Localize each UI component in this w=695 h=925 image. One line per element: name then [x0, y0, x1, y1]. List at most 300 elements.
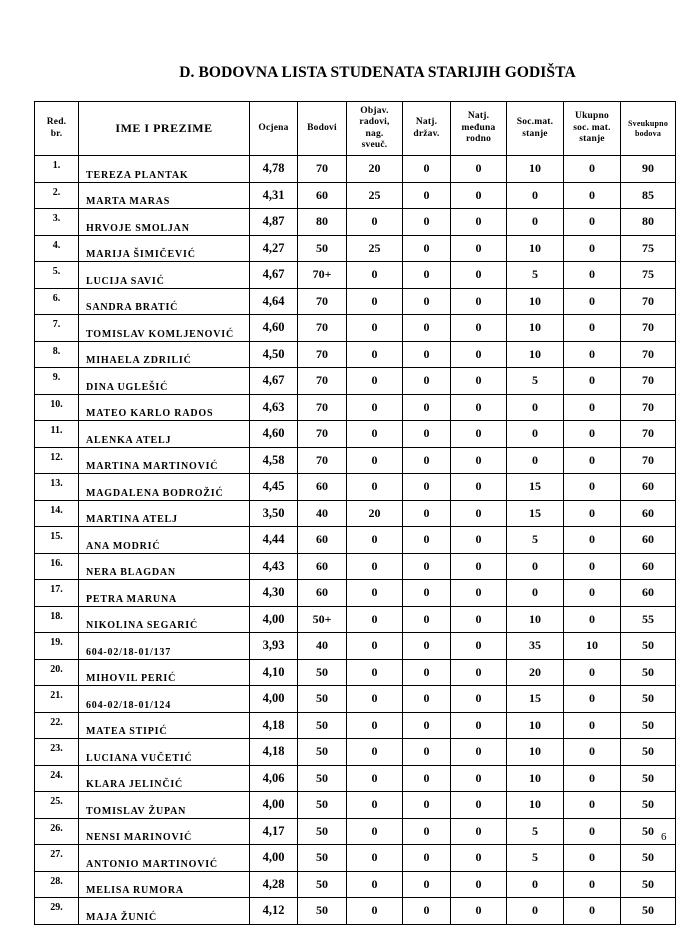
points-cell: 50: [298, 792, 347, 819]
table-row: [35, 606, 676, 633]
social-cell: 0: [507, 209, 564, 236]
national-cell: 0: [403, 633, 451, 660]
published-cell: 0: [347, 739, 403, 766]
published-cell: 0: [347, 262, 403, 289]
social-total-cell: 0: [564, 527, 621, 554]
published-cell: 25: [347, 235, 403, 262]
published-cell: 0: [347, 368, 403, 395]
social-total-cell: 0: [564, 765, 621, 792]
table-row: [35, 262, 676, 289]
points-cell: 40: [298, 500, 347, 527]
international-cell: 0: [451, 659, 507, 686]
points-cell: 70: [298, 394, 347, 421]
row-number: 29.: [35, 898, 79, 925]
student-name: HRVOJE SMOLJAN: [79, 209, 250, 236]
student-name: 604-02/18-01/124: [79, 686, 250, 713]
published-cell: 0: [347, 845, 403, 872]
international-cell: 0: [451, 447, 507, 474]
international-cell: 0: [451, 209, 507, 236]
international-cell: 0: [451, 845, 507, 872]
social-total-cell: 0: [564, 209, 621, 236]
national-cell: 0: [403, 341, 451, 368]
header-name: IME I PREZIME: [79, 102, 250, 156]
grade-cell: 4,30: [250, 580, 298, 607]
total-cell: 70: [621, 394, 676, 421]
table-row: [35, 845, 676, 872]
student-name: DINA UGLEŠIĆ: [79, 368, 250, 395]
grade-cell: 4,58: [250, 447, 298, 474]
social-total-cell: 0: [564, 368, 621, 395]
social-cell: 10: [507, 156, 564, 183]
national-cell: 0: [403, 686, 451, 713]
international-cell: 0: [451, 553, 507, 580]
social-cell: 15: [507, 474, 564, 501]
national-cell: 0: [403, 262, 451, 289]
grade-cell: 4,43: [250, 553, 298, 580]
row-number: 2.: [35, 182, 79, 209]
grade-cell: 4,67: [250, 368, 298, 395]
table-row: [35, 712, 676, 739]
grade-cell: 4,63: [250, 394, 298, 421]
table-row: [35, 792, 676, 819]
national-cell: 0: [403, 288, 451, 315]
total-cell: 70: [621, 315, 676, 342]
international-cell: 0: [451, 527, 507, 554]
header-points: Bodovi: [298, 102, 347, 156]
table-row: [35, 315, 676, 342]
header-social-total: Ukupno soc. mat. stanje: [564, 102, 621, 156]
national-cell: 0: [403, 156, 451, 183]
grade-cell: 4,28: [250, 871, 298, 898]
points-cell: 70+: [298, 262, 347, 289]
total-cell: 50: [621, 686, 676, 713]
row-number: 7.: [35, 315, 79, 342]
table-row: [35, 553, 676, 580]
grade-cell: 4,45: [250, 474, 298, 501]
published-cell: 0: [347, 686, 403, 713]
grade-cell: 4,18: [250, 739, 298, 766]
total-cell: 50: [621, 739, 676, 766]
social-cell: 35: [507, 633, 564, 660]
published-cell: 0: [347, 871, 403, 898]
points-cell: 60: [298, 182, 347, 209]
grade-cell: 4,50: [250, 341, 298, 368]
grade-cell: 4,27: [250, 235, 298, 262]
national-cell: 0: [403, 421, 451, 448]
table-row: [35, 182, 676, 209]
row-number: 20.: [35, 659, 79, 686]
table-row: [35, 500, 676, 527]
table-row: [35, 209, 676, 236]
social-cell: 5: [507, 818, 564, 845]
published-cell: 0: [347, 315, 403, 342]
international-cell: 0: [451, 580, 507, 607]
social-total-cell: 0: [564, 898, 621, 925]
published-cell: 0: [347, 474, 403, 501]
national-cell: 0: [403, 765, 451, 792]
international-cell: 0: [451, 235, 507, 262]
row-number: 19.: [35, 633, 79, 660]
student-name: LUCIANA VUČETIĆ: [79, 739, 250, 766]
student-name: NENSI MARINOVIĆ: [79, 818, 250, 845]
table-row: [35, 421, 676, 448]
table-row: [35, 394, 676, 421]
grade-cell: 4,00: [250, 686, 298, 713]
points-cell: 40: [298, 633, 347, 660]
grade-cell: 4,44: [250, 527, 298, 554]
student-name: NIKOLINA SEGARIĆ: [79, 606, 250, 633]
total-cell: 70: [621, 421, 676, 448]
social-cell: 0: [507, 553, 564, 580]
student-name: ALENKA ATELJ: [79, 421, 250, 448]
points-cell: 70: [298, 288, 347, 315]
international-cell: 0: [451, 633, 507, 660]
international-cell: 0: [451, 315, 507, 342]
social-total-cell: 0: [564, 500, 621, 527]
social-cell: 10: [507, 341, 564, 368]
international-cell: 0: [451, 182, 507, 209]
social-total-cell: 0: [564, 235, 621, 262]
social-total-cell: 0: [564, 792, 621, 819]
points-cell: 70: [298, 421, 347, 448]
social-total-cell: 0: [564, 739, 621, 766]
student-name: ANA MODRIĆ: [79, 527, 250, 554]
document-title: D. BODOVNA LISTA STUDENATA STARIJIH GODIŠTA: [179, 64, 576, 81]
social-cell: 0: [507, 182, 564, 209]
national-cell: 0: [403, 209, 451, 236]
table-row: [35, 288, 676, 315]
social-cell: 10: [507, 712, 564, 739]
international-cell: 0: [451, 421, 507, 448]
points-cell: 60: [298, 553, 347, 580]
national-cell: 0: [403, 235, 451, 262]
national-cell: 0: [403, 394, 451, 421]
table-row: [35, 474, 676, 501]
row-number: 27.: [35, 845, 79, 872]
row-number: 21.: [35, 686, 79, 713]
social-total-cell: 0: [564, 421, 621, 448]
social-total-cell: 0: [564, 182, 621, 209]
student-name: LUCIJA SAVIĆ: [79, 262, 250, 289]
total-cell: 70: [621, 341, 676, 368]
student-name: MARTINA ATELJ: [79, 500, 250, 527]
student-name: TOMISLAV KOMLJENOVIĆ: [79, 315, 250, 342]
points-cell: 70: [298, 341, 347, 368]
national-cell: 0: [403, 818, 451, 845]
header-rb: Red. br.: [35, 102, 79, 156]
total-cell: 70: [621, 447, 676, 474]
grade-cell: 4,12: [250, 898, 298, 925]
national-cell: 0: [403, 182, 451, 209]
grade-cell: 4,60: [250, 315, 298, 342]
total-cell: 60: [621, 553, 676, 580]
row-number: 4.: [35, 235, 79, 262]
social-total-cell: 0: [564, 262, 621, 289]
points-cell: 80: [298, 209, 347, 236]
international-cell: 0: [451, 288, 507, 315]
international-cell: 0: [451, 341, 507, 368]
international-cell: 0: [451, 792, 507, 819]
international-cell: 0: [451, 712, 507, 739]
social-cell: 5: [507, 527, 564, 554]
national-cell: 0: [403, 739, 451, 766]
points-cell: 70: [298, 315, 347, 342]
national-cell: 0: [403, 474, 451, 501]
total-cell: 75: [621, 235, 676, 262]
published-cell: 0: [347, 421, 403, 448]
table-row: [35, 156, 676, 183]
grade-cell: 4,31: [250, 182, 298, 209]
row-number: 6.: [35, 288, 79, 315]
published-cell: 0: [347, 527, 403, 554]
grade-cell: 4,87: [250, 209, 298, 236]
student-name: TEREZA PLANTAK: [79, 156, 250, 183]
social-cell: 0: [507, 871, 564, 898]
published-cell: 0: [347, 818, 403, 845]
header-national: Natj. držav.: [403, 102, 451, 156]
social-cell: 10: [507, 765, 564, 792]
row-number: 5.: [35, 262, 79, 289]
social-total-cell: 0: [564, 288, 621, 315]
points-cell: 50: [298, 686, 347, 713]
table-row: [35, 659, 676, 686]
international-cell: 0: [451, 898, 507, 925]
row-number: 3.: [35, 209, 79, 236]
grade-cell: 4,18: [250, 712, 298, 739]
header-international: Natj. međuna rodno: [451, 102, 507, 156]
row-number: 12.: [35, 447, 79, 474]
social-cell: 0: [507, 421, 564, 448]
table-row: [35, 368, 676, 395]
published-cell: 0: [347, 712, 403, 739]
social-total-cell: 0: [564, 659, 621, 686]
social-total-cell: 0: [564, 818, 621, 845]
national-cell: 0: [403, 898, 451, 925]
student-name: MIHOVIL PERIĆ: [79, 659, 250, 686]
social-cell: 10: [507, 606, 564, 633]
student-name: MATEA STIPIĆ: [79, 712, 250, 739]
total-cell: 50: [621, 659, 676, 686]
student-name: MAGDALENA BODROŽIĆ: [79, 474, 250, 501]
international-cell: 0: [451, 262, 507, 289]
total-cell: 70: [621, 368, 676, 395]
international-cell: 0: [451, 765, 507, 792]
published-cell: 0: [347, 792, 403, 819]
published-cell: 20: [347, 156, 403, 183]
total-cell: 60: [621, 500, 676, 527]
student-name: TOMISLAV ŽUPAN: [79, 792, 250, 819]
social-total-cell: 0: [564, 712, 621, 739]
row-number: 18.: [35, 606, 79, 633]
published-cell: 0: [347, 341, 403, 368]
header-social: Soc.mat. stanje: [507, 102, 564, 156]
grade-cell: 4,17: [250, 818, 298, 845]
national-cell: 0: [403, 580, 451, 607]
published-cell: 0: [347, 394, 403, 421]
total-cell: 60: [621, 580, 676, 607]
social-total-cell: 0: [564, 394, 621, 421]
grade-cell: 4,00: [250, 606, 298, 633]
row-number: 14.: [35, 500, 79, 527]
social-total-cell: 0: [564, 474, 621, 501]
total-cell: 50: [621, 792, 676, 819]
social-total-cell: 0: [564, 580, 621, 607]
ranking-table: [34, 101, 676, 925]
published-cell: 20: [347, 500, 403, 527]
points-cell: 50: [298, 871, 347, 898]
points-cell: 50: [298, 235, 347, 262]
table-row: [35, 580, 676, 607]
student-name: MARTA MARAS: [79, 182, 250, 209]
published-cell: 0: [347, 633, 403, 660]
social-cell: 10: [507, 315, 564, 342]
international-cell: 0: [451, 368, 507, 395]
social-cell: 0: [507, 394, 564, 421]
national-cell: 0: [403, 553, 451, 580]
social-total-cell: 0: [564, 553, 621, 580]
international-cell: 0: [451, 156, 507, 183]
student-name: KLARA JELINČIĆ: [79, 765, 250, 792]
table-row: [35, 527, 676, 554]
row-number: 1.: [35, 156, 79, 183]
table-row: [35, 447, 676, 474]
points-cell: 50: [298, 712, 347, 739]
grade-cell: 4,00: [250, 792, 298, 819]
total-cell: 50: [621, 898, 676, 925]
table-row: [35, 871, 676, 898]
points-cell: 70: [298, 156, 347, 183]
student-name: MATEO KARLO RADOS: [79, 394, 250, 421]
grade-cell: 4,10: [250, 659, 298, 686]
points-cell: 50: [298, 739, 347, 766]
national-cell: 0: [403, 845, 451, 872]
international-cell: 0: [451, 739, 507, 766]
student-name: 604-02/18-01/137: [79, 633, 250, 660]
points-cell: 70: [298, 447, 347, 474]
total-cell: 85: [621, 182, 676, 209]
table-row: [35, 633, 676, 660]
row-number: 22.: [35, 712, 79, 739]
national-cell: 0: [403, 527, 451, 554]
social-total-cell: 0: [564, 606, 621, 633]
social-total-cell: 0: [564, 156, 621, 183]
grade-cell: 4,00: [250, 845, 298, 872]
national-cell: 0: [403, 712, 451, 739]
national-cell: 0: [403, 659, 451, 686]
social-cell: 10: [507, 288, 564, 315]
published-cell: 0: [347, 580, 403, 607]
student-name: MARIJA ŠIMIČEVIĆ: [79, 235, 250, 262]
social-total-cell: 0: [564, 845, 621, 872]
published-cell: 0: [347, 606, 403, 633]
social-cell: 20: [507, 659, 564, 686]
grade-cell: 4,64: [250, 288, 298, 315]
international-cell: 0: [451, 394, 507, 421]
points-cell: 60: [298, 527, 347, 554]
row-number: 11.: [35, 421, 79, 448]
national-cell: 0: [403, 315, 451, 342]
national-cell: 0: [403, 368, 451, 395]
page-number: 6: [661, 831, 667, 843]
social-total-cell: 0: [564, 447, 621, 474]
row-number: 10.: [35, 394, 79, 421]
row-number: 16.: [35, 553, 79, 580]
international-cell: 0: [451, 818, 507, 845]
header-published: Objav. radovi, nag. sveuč.: [347, 102, 403, 156]
points-cell: 60: [298, 474, 347, 501]
national-cell: 0: [403, 447, 451, 474]
social-cell: 5: [507, 845, 564, 872]
row-number: 28.: [35, 871, 79, 898]
social-cell: 15: [507, 686, 564, 713]
header-row: [35, 102, 676, 156]
published-cell: 0: [347, 659, 403, 686]
social-total-cell: 10: [564, 633, 621, 660]
points-cell: 50: [298, 765, 347, 792]
points-cell: 50: [298, 845, 347, 872]
social-cell: 0: [507, 447, 564, 474]
total-cell: 55: [621, 606, 676, 633]
row-number: 17.: [35, 580, 79, 607]
table-row: [35, 739, 676, 766]
total-cell: 60: [621, 527, 676, 554]
total-cell: 50: [621, 765, 676, 792]
row-number: 24.: [35, 765, 79, 792]
published-cell: 0: [347, 288, 403, 315]
table-row: [35, 818, 676, 845]
total-cell: 50: [621, 712, 676, 739]
social-cell: 10: [507, 235, 564, 262]
points-cell: 50: [298, 898, 347, 925]
published-cell: 0: [347, 553, 403, 580]
social-total-cell: 0: [564, 871, 621, 898]
student-name: MAJA ŽUNIĆ: [79, 898, 250, 925]
international-cell: 0: [451, 500, 507, 527]
total-cell: 60: [621, 474, 676, 501]
grade-cell: 3,93: [250, 633, 298, 660]
grade-cell: 4,60: [250, 421, 298, 448]
published-cell: 0: [347, 898, 403, 925]
published-cell: 0: [347, 209, 403, 236]
header-grade: Ocjena: [250, 102, 298, 156]
student-name: MARTINA MARTINOVIĆ: [79, 447, 250, 474]
table-row: [35, 341, 676, 368]
national-cell: 0: [403, 792, 451, 819]
row-number: 9.: [35, 368, 79, 395]
total-cell: 80: [621, 209, 676, 236]
total-cell: 75: [621, 262, 676, 289]
national-cell: 0: [403, 871, 451, 898]
points-cell: 50: [298, 659, 347, 686]
published-cell: 0: [347, 447, 403, 474]
grade-cell: 4,06: [250, 765, 298, 792]
total-cell: 50: [621, 633, 676, 660]
student-name: PETRA MARUNA: [79, 580, 250, 607]
total-cell: 50: [621, 845, 676, 872]
table-row: [35, 898, 676, 925]
points-cell: 60: [298, 580, 347, 607]
points-cell: 50: [298, 818, 347, 845]
social-cell: 0: [507, 898, 564, 925]
points-cell: 70: [298, 368, 347, 395]
social-cell: 0: [507, 580, 564, 607]
published-cell: 25: [347, 182, 403, 209]
row-number: 13.: [35, 474, 79, 501]
total-cell: 50: [621, 871, 676, 898]
row-number: 26.: [35, 818, 79, 845]
social-cell: 5: [507, 368, 564, 395]
national-cell: 0: [403, 606, 451, 633]
